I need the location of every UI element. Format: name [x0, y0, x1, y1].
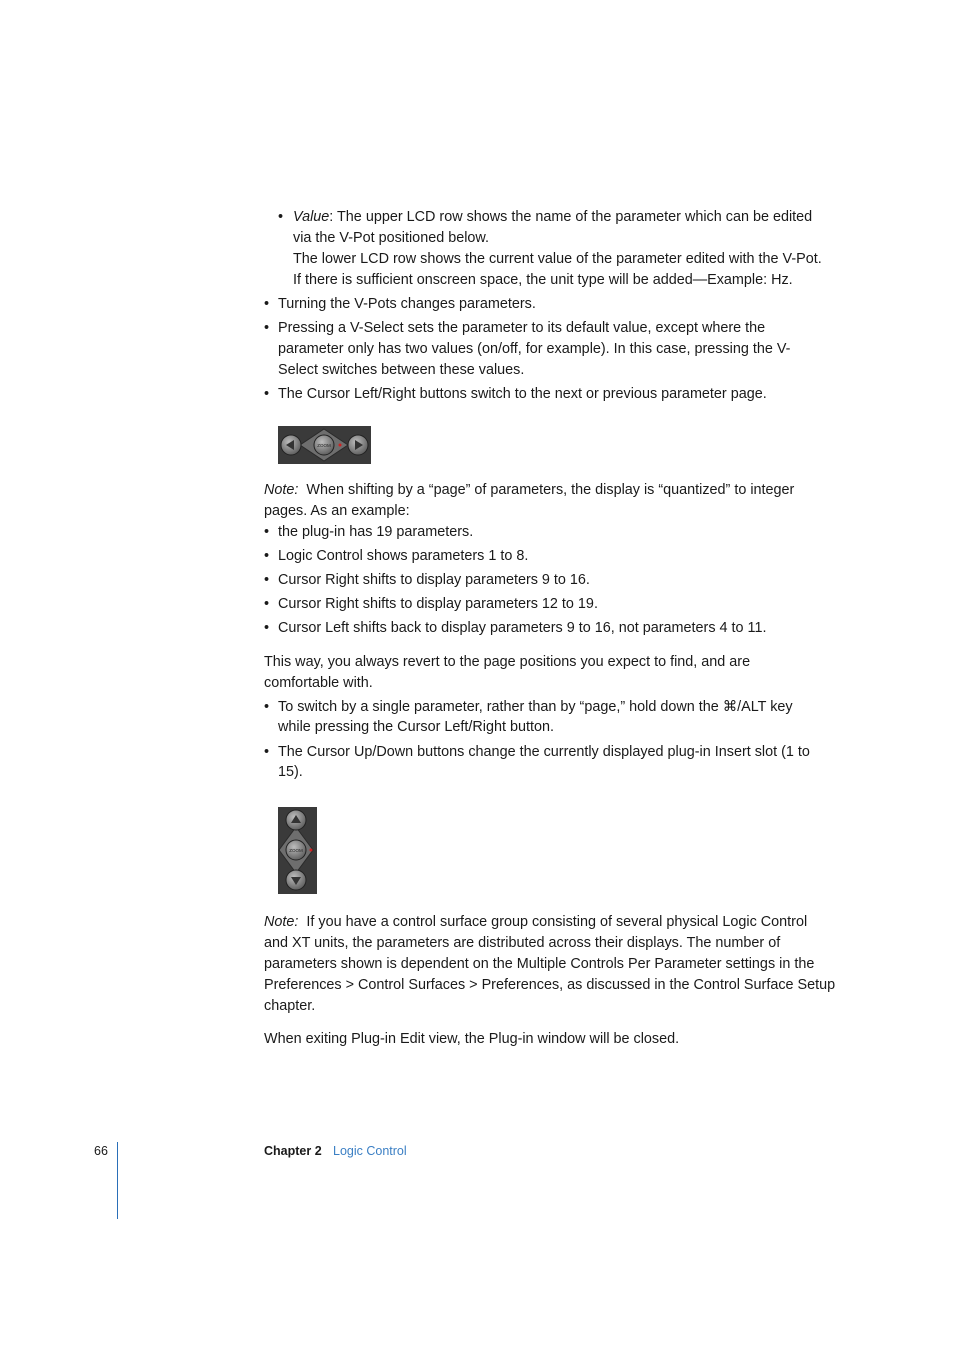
- bullet-item: Cursor Right shifts to display parameters 9 to 16.: [278, 572, 590, 588]
- note1-text: When shifting by a “page” of parameters, the display is “quantized” to integer: [306, 482, 795, 498]
- bullet-item: Turning the V-Pots changes parameters.: [278, 296, 536, 312]
- bullet-marker: •: [278, 209, 284, 225]
- cursor-up-down-image: [278, 807, 317, 894]
- value-desc: : The upper LCD row shows the name of the parameter which can be edited: [329, 209, 813, 225]
- value-item-line2: via the V-Pot positioned below.: [293, 230, 490, 246]
- bullet-item: Cursor Right shifts to display parameters 12 to 19.: [278, 596, 598, 612]
- note1-line1: [264, 480, 794, 501]
- bullet-marker: •: [264, 524, 270, 540]
- bullet-marker: •: [264, 296, 270, 312]
- bullet-marker: •: [264, 572, 270, 588]
- bullet-marker: •: [264, 386, 270, 402]
- zoom-label: ZOOM: [289, 848, 303, 853]
- bullet-item: Cursor Left shifts back to display parameters 9 to 16, not parameters 4 to 11.: [278, 620, 767, 636]
- cursor-left-right-image: [278, 426, 371, 464]
- led-indicator: [310, 849, 313, 852]
- bullet-marker: •: [264, 620, 270, 636]
- bullet-item-cont: 15).: [278, 764, 303, 780]
- note2-line1: [264, 912, 807, 933]
- bullet-marker: •: [264, 699, 270, 715]
- note2-line3: parameters shown is dependent on the Multiple Controls Per Parameter settings in the: [264, 956, 815, 972]
- bullet-marker: •: [264, 548, 270, 564]
- bullet-marker: •: [264, 320, 270, 336]
- bullet-item: the plug-in has 19 parameters.: [278, 524, 474, 540]
- note2-line5: chapter.: [264, 998, 316, 1014]
- chapter-title-link[interactable]: Logic Control: [333, 1144, 407, 1158]
- para1-line2: comfortable with.: [264, 675, 373, 691]
- note2-text: If you have a control surface group consisting of several physical Logic Control: [306, 914, 808, 930]
- bullet-item: To switch by a single parameter, rather than by “page,” hold down the ⌘/ALT key: [278, 699, 793, 715]
- note1-label: Note:: [264, 482, 299, 498]
- footer-rule: [117, 1142, 118, 1219]
- note2-line4: Preferences > Control Surfaces > Preferences, as discussed in the Control Surface Setup: [264, 977, 836, 993]
- bullet-item: The Cursor Left/Right buttons switch to the next or previous parameter page.: [278, 386, 767, 402]
- bullet-item: Logic Control shows parameters 1 to 8.: [278, 548, 529, 564]
- bullet-item-cont: while pressing the Cursor Left/Right button.: [278, 719, 554, 735]
- bullet-item: The Cursor Up/Down buttons change the currently displayed plug-in Insert slot (1 to: [278, 744, 810, 760]
- led-indicator: [339, 444, 342, 447]
- bullet-marker: •: [264, 596, 270, 612]
- cursor-left-right-graphic: [278, 426, 371, 464]
- chapter-label: Chapter 2: [264, 1144, 322, 1158]
- note2-line2: and XT units, the parameters are distributed across their displays. The number of: [264, 935, 781, 951]
- page-number: 66: [94, 1144, 108, 1158]
- bullet-item-cont: parameter only has two values (on/off, for example). In this case, pressing the V-: [278, 341, 791, 357]
- bullet-marker: •: [264, 744, 270, 760]
- value-item-line4: If there is sufficient onscreen space, the unit type will be added—Example: Hz.: [293, 272, 793, 288]
- value-item-line3: The lower LCD row shows the current value of the parameter edited with the V-Pot.: [293, 251, 822, 267]
- note2-label: Note:: [264, 914, 299, 930]
- para1-line1: This way, you always revert to the page positions you expect to find, and are: [264, 654, 751, 670]
- cursor-up-down-graphic: [278, 807, 317, 894]
- zoom-label: ZOOM: [317, 443, 331, 448]
- note1-line2: pages. As an example:: [264, 503, 410, 519]
- value-term: Value: [293, 209, 330, 225]
- bullet-item-cont: Select switches between these values.: [278, 362, 525, 378]
- bullet-item: Pressing a V-Select sets the parameter to its default value, except where the: [278, 320, 766, 336]
- para2: When exiting Plug-in Edit view, the Plug-in window will be closed.: [264, 1031, 680, 1047]
- value-item-line1: [293, 207, 812, 228]
